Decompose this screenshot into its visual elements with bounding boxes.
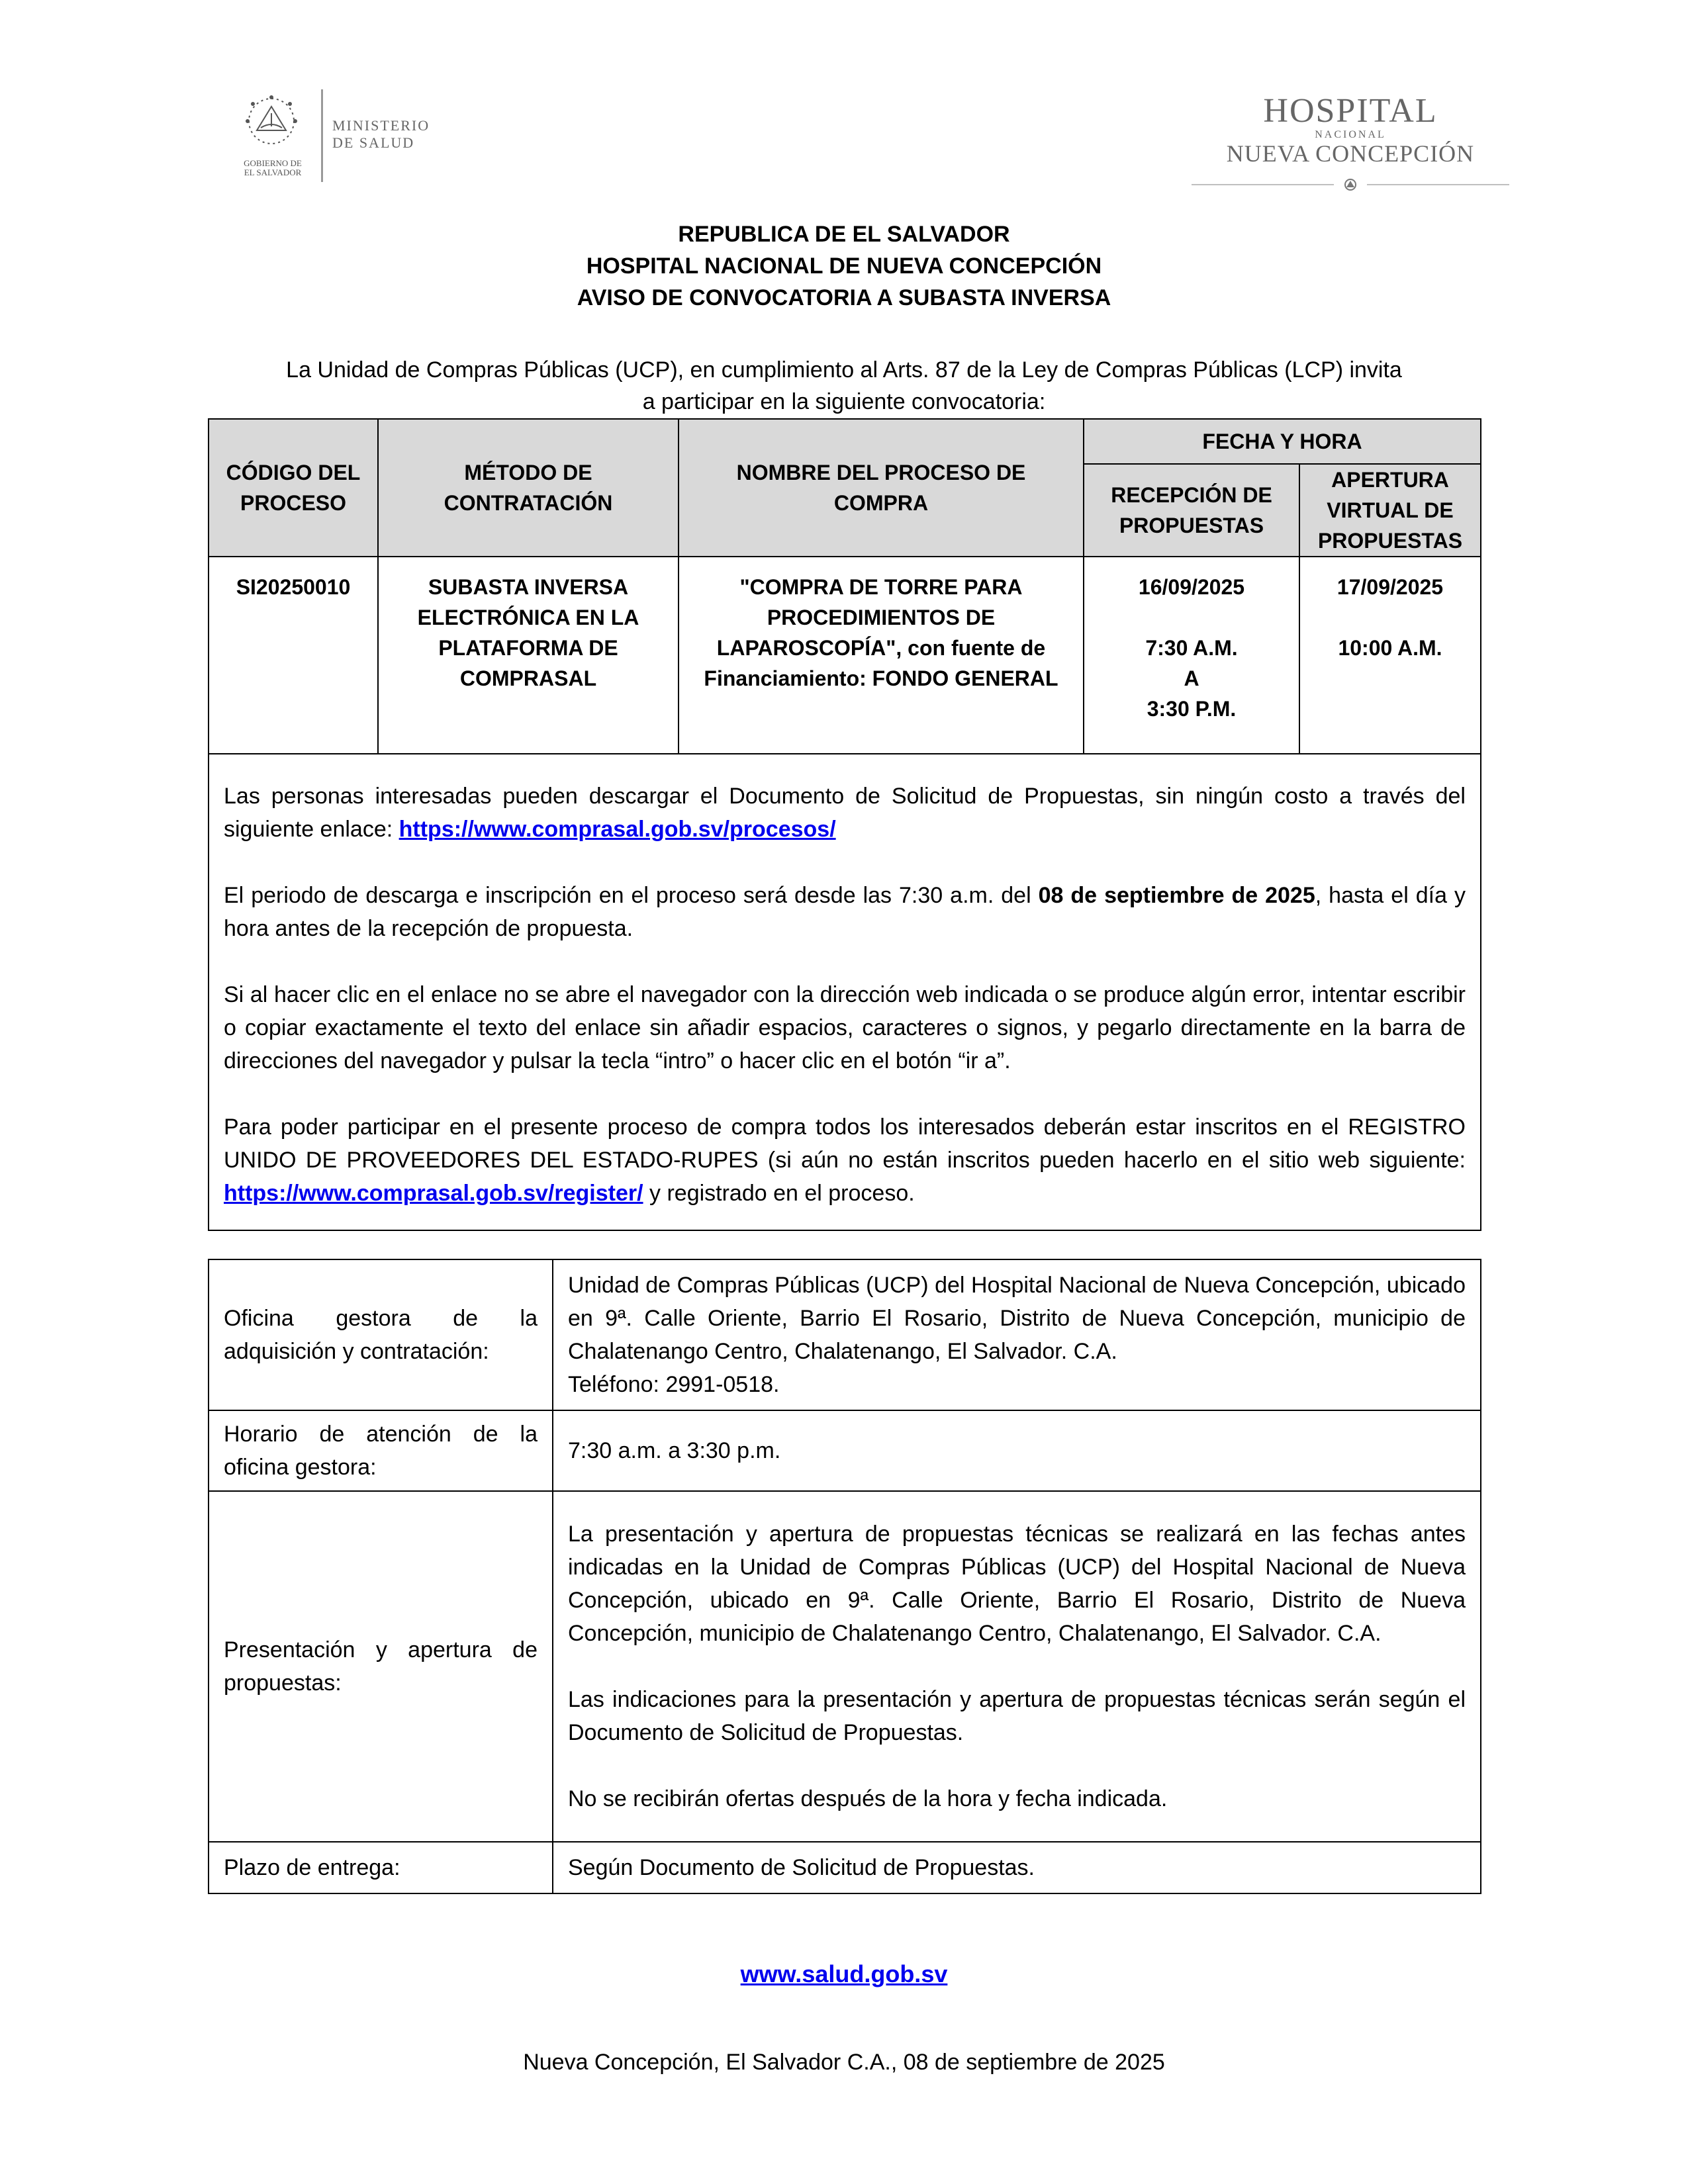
header-nombre: NOMBRE DEL PROCESO DE COMPRA bbox=[679, 419, 1084, 557]
notes-period-after: , hasta el día y hora antes de la recepción de propuesta. bbox=[224, 883, 1466, 941]
website-footer bbox=[208, 1958, 1480, 1991]
header-fecha-hora: FECHA Y HORA bbox=[1084, 419, 1481, 464]
horario-label: Horario de atención de la oficina gestora: bbox=[209, 1410, 553, 1491]
notes-period-date: 08 de septiembre de 2025 bbox=[1038, 883, 1315, 908]
header-recepcion: RECEPCIÓN DE PROPUESTAS bbox=[1084, 464, 1299, 557]
notes-period bbox=[224, 879, 1466, 945]
salud-website-link[interactable]: www.salud.gob.sv bbox=[740, 1960, 948, 1987]
table-row bbox=[209, 557, 1481, 754]
info-row-presentacion bbox=[209, 1491, 1481, 1842]
heading-notice: AVISO DE CONVOCATORIA A SUBASTA INVERSA bbox=[577, 285, 1111, 310]
plazo-label: Plazo de entrega: bbox=[209, 1842, 553, 1893]
oficina-address: Unidad de Compras Públicas (UCP) del Hospital Nacional de Nueva Concepción, ubicado en 9ª. Calle Oriente, Barrio El Rosario, Distrito de Nueva Concepción, municipio de Chalatenango Centro, Chalatenango, El Salvador. C.A. bbox=[568, 1273, 1466, 1364]
info-row-horario bbox=[209, 1410, 1481, 1491]
header-metodo: MÉTODO DE CONTRATACIÓN bbox=[378, 419, 679, 557]
cell-nombre: "COMPRA DE TORRE PARA PROCEDIMIENTOS DE LAPAROSCOPÍA", con fuente de Financiamiento: FONDO GENERAL bbox=[679, 557, 1084, 754]
notes-download-text: Las personas interesadas pueden descargar el Documento de Solicitud de Propuestas, sin ningún costo a través del siguiente enlace: bbox=[224, 784, 1466, 842]
hospital-logo-line3: NUEVA CONCEPCIÓN bbox=[1226, 140, 1475, 167]
apertura-hora: 10:00 A.M. bbox=[1338, 636, 1442, 660]
hospital-logo bbox=[1192, 93, 1509, 199]
cell-recepcion bbox=[1084, 557, 1299, 754]
ministerio-line1: MINISTERIO bbox=[332, 117, 430, 134]
notes-registration bbox=[224, 1111, 1466, 1210]
gobierno-text bbox=[233, 159, 312, 177]
hospital-logo-line2: NACIONAL bbox=[1315, 129, 1386, 140]
notes-registration-after: y registrado en el proceso. bbox=[649, 1181, 915, 1206]
document-heading bbox=[208, 218, 1480, 314]
cell-metodo: SUBASTA INVERSA ELECTRÓNICA EN LA PLATAFORMA DE COMPRASAL bbox=[378, 557, 679, 754]
info-table bbox=[208, 1259, 1481, 1894]
recepcion-hora-fin: 3:30 P.M. bbox=[1147, 697, 1237, 721]
recepcion-a: A bbox=[1184, 666, 1199, 690]
ministerio-line2: DE SALUD bbox=[332, 134, 415, 151]
hospital-seal-icon bbox=[1192, 179, 1509, 191]
logo-divider bbox=[321, 89, 323, 182]
recepcion-fecha: 16/09/2025 bbox=[1138, 575, 1245, 599]
presentacion-p1: La presentación y apertura de propuestas técnicas se realizará en las fechas antes indicadas en la Unidad de Compras Públicas (UCP) del Hospital Nacional de Nueva Concepción, ubicado en 9ª. Calle Oriente, Barrio El Rosario, Distrito de Nueva Concepción, municipio de Chalatenango Centro, Chalatenango, El Salvador. C.A. bbox=[568, 1522, 1466, 1646]
notes-cell bbox=[209, 754, 1481, 1230]
info-row-plazo bbox=[209, 1842, 1481, 1893]
oficina-label: Oficina gestora de la adquisición y contratación: bbox=[209, 1259, 553, 1410]
presentacion-label: Presentación y apertura de propuestas: bbox=[209, 1491, 553, 1842]
intro-line1: La Unidad de Compras Públicas (UCP), en cumplimiento al Arts. 87 de la Ley de Compras Públicas (LCP) invita bbox=[286, 357, 1402, 383]
intro-paragraph bbox=[208, 354, 1480, 418]
place-date-footer: Nueva Concepción, El Salvador C.A., 08 de septiembre de 2025 bbox=[523, 2050, 1165, 2075]
notes-period-text: El periodo de descarga e inscripción en el proceso será desde las 7:30 a.m. del bbox=[224, 883, 1031, 908]
oficina-phone: Teléfono: 2991-0518. bbox=[568, 1372, 780, 1397]
notes-link-help: Si al hacer clic en el enlace no se abre el navegador con la dirección web indicada o se produce algún error, intentar escribir o copiar exactamente el texto del enlace sin añadir espacios, caracteres o signos, y pegarlo directamente en la barra de direcciones del navegador y pulsar la tecla “intro” o hacer clic en el botón “ir a”. bbox=[224, 982, 1466, 1073]
recepcion-hora-inicio: 7:30 A.M. bbox=[1145, 636, 1238, 660]
hospital-logo-line1: HOSPITAL bbox=[1263, 92, 1438, 130]
heading-country: REPUBLICA DE EL SALVADOR bbox=[678, 222, 1010, 247]
cell-apertura bbox=[1299, 557, 1481, 754]
notes-download bbox=[224, 780, 1466, 846]
intro-line2: a participar en la siguiente convocatoria: bbox=[642, 389, 1046, 414]
info-row-oficina bbox=[209, 1259, 1481, 1410]
notes-registration-text: Para poder participar en el presente proceso de compra todos los interesados deberán estar inscritos en el REGISTRO UNIDO DE PROVEEDORES DEL ESTADO-RUPES (si aún no están inscritos pueden hacerlo en el sitio web siguiente: bbox=[224, 1115, 1466, 1173]
plazo-value: Según Documento de Solicitud de Propuestas. bbox=[553, 1842, 1481, 1893]
register-link[interactable]: https://www.comprasal.gob.sv/register/ bbox=[224, 1181, 643, 1206]
presentacion-value bbox=[553, 1491, 1481, 1842]
horario-value: 7:30 a.m. a 3:30 p.m. bbox=[553, 1410, 1481, 1491]
presentacion-p3: No se recibirán ofertas después de la hora y fecha indicada. bbox=[568, 1786, 1168, 1811]
header-codigo: CÓDIGO DEL PROCESO bbox=[209, 419, 378, 557]
apertura-fecha: 17/09/2025 bbox=[1336, 575, 1444, 599]
ministerio-text bbox=[332, 117, 430, 152]
gobierno-line1: GOBIERNO DE bbox=[244, 158, 302, 168]
oficina-value bbox=[553, 1259, 1481, 1410]
heading-hospital: HOSPITAL NACIONAL DE NUEVA CONCEPCIÓN bbox=[586, 253, 1102, 279]
ministerio-logo bbox=[232, 89, 450, 182]
procesos-link[interactable]: https://www.comprasal.gob.sv/procesos/ bbox=[399, 817, 836, 842]
process-table bbox=[208, 418, 1481, 1231]
cell-codigo: SI20250010 bbox=[209, 557, 378, 754]
header-apertura: APERTURA VIRTUAL DE PROPUESTAS bbox=[1299, 464, 1481, 557]
presentacion-p2: Las indicaciones para la presentación y apertura de propuestas técnicas serán según el Documento de Solicitud de Propuestas. bbox=[568, 1687, 1466, 1745]
gobierno-line2: EL SALVADOR bbox=[244, 167, 302, 177]
